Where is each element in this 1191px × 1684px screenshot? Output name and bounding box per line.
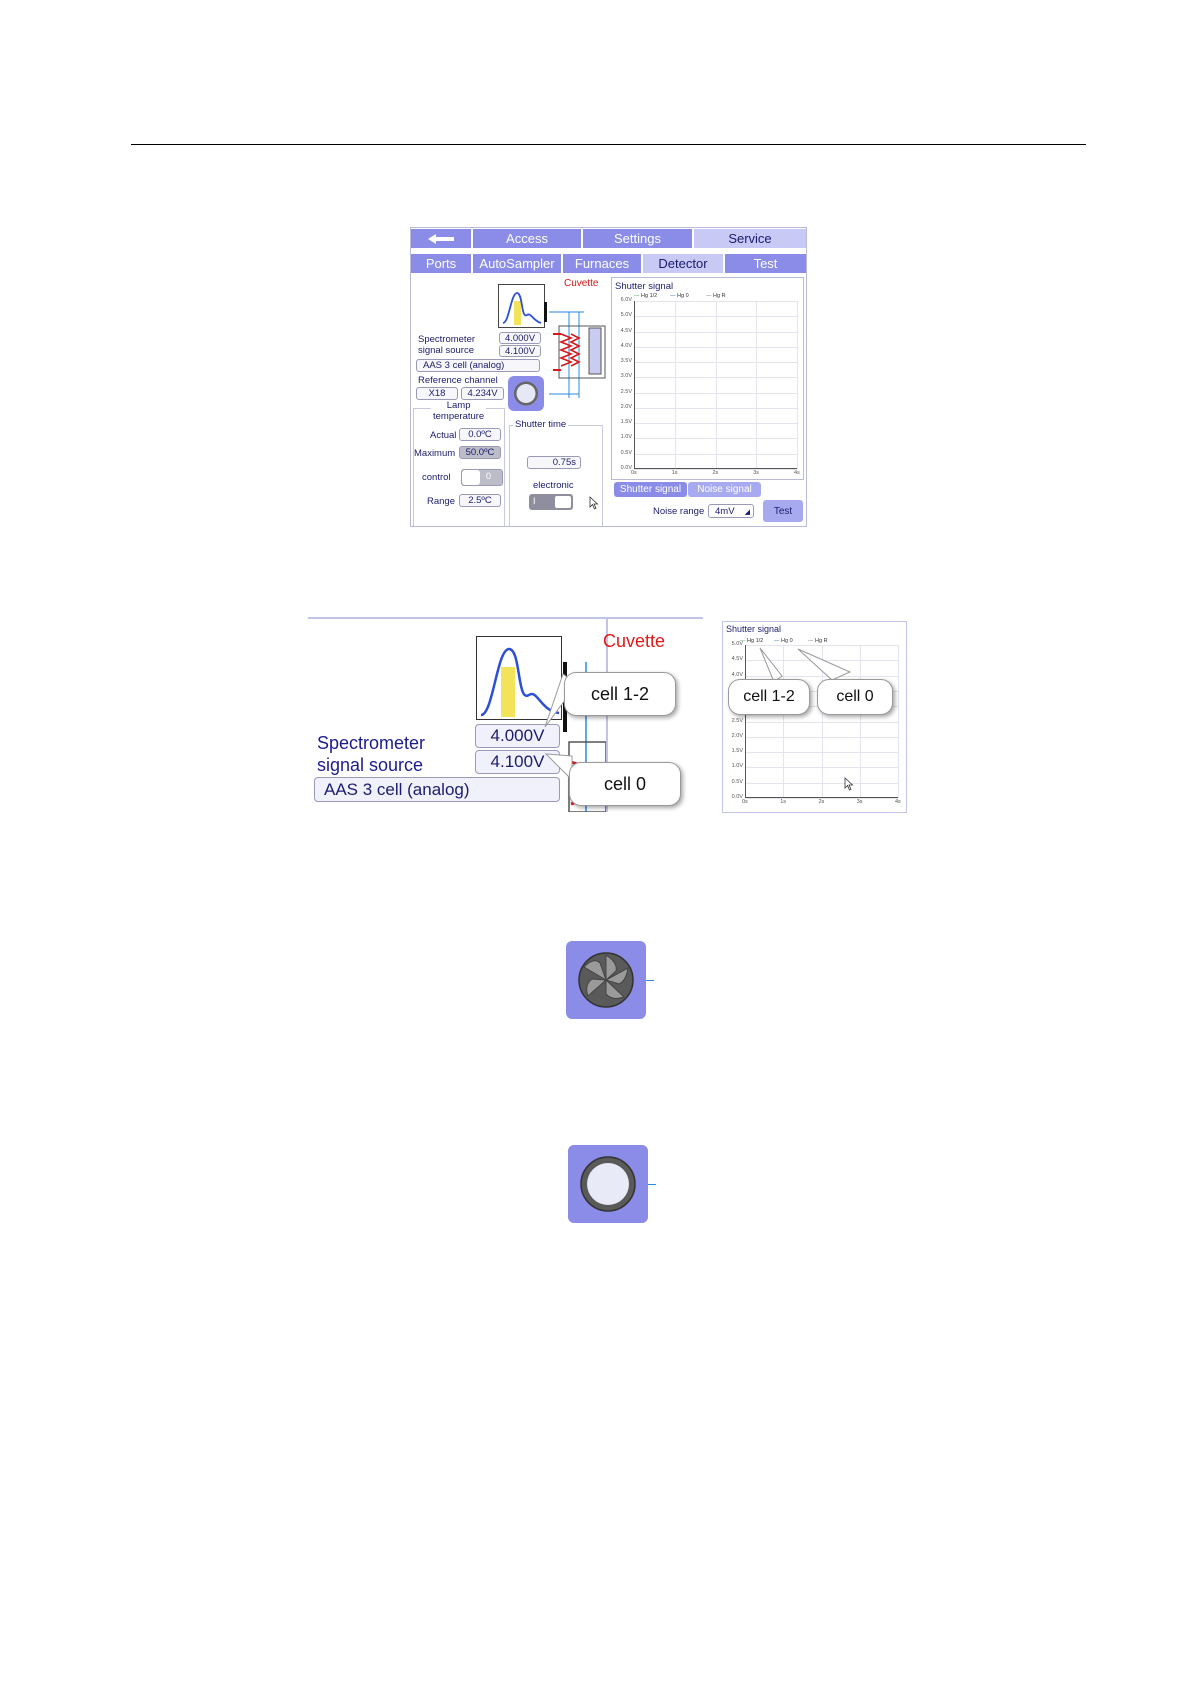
zoom-cuvette-label: Cuvette	[603, 631, 666, 651]
plot-axes	[634, 301, 797, 469]
test-button[interactable]: Test	[763, 500, 803, 522]
zoom-spectrometer-label: Spectrometer signal source	[317, 733, 426, 775]
electronic-toggle-value: I	[533, 496, 536, 506]
reference-channel-label: Reference channel	[418, 375, 498, 386]
noise-range-select[interactable]	[708, 504, 754, 518]
shutter-time-group	[509, 425, 603, 527]
zoom-voltage-cell-0: 4.100V	[475, 750, 560, 774]
reference-voltage-field: 4.234V	[461, 387, 504, 400]
x-tick-label: 2s	[818, 799, 825, 805]
maximum-temperature-field[interactable]: 50.0ºC	[459, 446, 501, 459]
legend-entry: — Hg 0	[774, 638, 793, 644]
actual-temperature-field: 0.0ºC	[459, 428, 501, 441]
subtab-autosampler[interactable]: AutoSampler	[473, 254, 563, 273]
y-tick-label: 1.5V	[731, 748, 743, 755]
x-tick-label: 2s	[712, 470, 719, 476]
y-tick-label: 4.5V	[731, 656, 743, 663]
control-toggle[interactable]	[461, 469, 503, 486]
subtab-test[interactable]: Test	[725, 254, 806, 273]
detector-screenshot	[410, 227, 807, 527]
zoom-cursor-icon	[844, 777, 854, 791]
y-tick-label: 0.5V	[620, 449, 632, 456]
grid-line-v	[898, 645, 899, 798]
zoom-callout-cell-0: cell 0	[817, 679, 893, 715]
control-label: control	[422, 472, 451, 483]
header-rule	[131, 144, 1086, 145]
spectrometer-label: Spectrometer signal source	[418, 334, 476, 356]
actual-label: Actual	[430, 430, 457, 441]
y-tick-label: 3.5V	[620, 358, 632, 365]
y-tick-label: 2.5V	[731, 717, 743, 724]
optical-path-diagram	[539, 298, 609, 412]
control-toggle-value: 0	[486, 471, 492, 481]
zoom-callout-cell-1-2: cell 1-2	[728, 679, 810, 715]
y-tick-label: 0.0V	[620, 465, 632, 471]
y-tick-label: 4.5V	[620, 327, 632, 334]
tab-service[interactable]: Service	[694, 229, 806, 248]
maximum-label: Maximum	[414, 448, 456, 459]
spectrum-icon[interactable]	[498, 284, 545, 328]
zoom-voltage-cell-1-2: 4.000V	[475, 724, 560, 748]
x-tick-label: 1s	[671, 470, 678, 476]
lamp-temperature-group	[413, 408, 505, 527]
y-tick-label: 3.0V	[620, 373, 632, 380]
chart-title: Shutter signal	[615, 281, 674, 292]
shutter-signal-chart	[611, 277, 804, 480]
tab-access[interactable]: Access	[473, 229, 583, 248]
noise-signal-button[interactable]: Noise signal	[688, 482, 761, 497]
shutter-time-title: Shutter time	[515, 419, 567, 430]
voltage-cell-1-2: 4.000V	[499, 332, 541, 344]
y-tick-label: 0.0V	[731, 794, 743, 800]
reference-channel-field[interactable]: X18	[416, 387, 458, 400]
zoom-signal-source: AAS 3 cell (analog)	[314, 777, 560, 802]
legend-entry: — Hg 0	[670, 293, 689, 299]
range-label: Range	[427, 496, 455, 507]
x-tick-label: 4s	[895, 799, 901, 805]
subtab-furnaces[interactable]: Furnaces	[563, 254, 643, 273]
y-tick-label: 6.0V	[620, 297, 632, 303]
callout-cell-0: cell 0	[569, 762, 681, 806]
noise-range-value: 4mV	[715, 505, 735, 517]
subtab-ports[interactable]: Ports	[411, 254, 473, 273]
x-tick-label: 3s	[753, 470, 760, 476]
range-field[interactable]: 2.5ºC	[459, 494, 501, 507]
x-tick-label: 0s	[742, 799, 748, 805]
legend-entry: — Hg R	[706, 293, 726, 299]
legend-entry: — Hg 1/2	[740, 638, 764, 644]
y-tick-label: 1.0V	[731, 763, 743, 770]
noise-range-label: Noise range	[653, 506, 705, 517]
y-tick-label: 2.0V	[731, 732, 743, 739]
y-tick-label: 5.0V	[620, 312, 632, 319]
y-tick-label: 2.0V	[620, 403, 632, 410]
x-tick-label: 3s	[856, 799, 863, 805]
y-tick-label: 1.5V	[620, 419, 632, 426]
shutter-open-icon	[568, 1145, 648, 1223]
zoom-right-chart	[722, 621, 907, 813]
x-tick-label: 0s	[631, 470, 637, 476]
voltage-cell-0: 4.100V	[499, 345, 541, 357]
shutter-closed-icon	[566, 941, 646, 1019]
callout-cell-1-2: cell 1-2	[564, 672, 676, 716]
dropdown-arrow-icon: ◢	[744, 509, 750, 516]
grid-line-v	[797, 301, 798, 469]
shutter-open-line	[648, 1184, 656, 1185]
back-button[interactable]	[411, 229, 473, 248]
zoom-chart-title: Shutter signal	[726, 624, 782, 634]
subtab-detector[interactable]: Detector	[643, 254, 725, 273]
y-tick-label: 0.5V	[731, 778, 743, 785]
cursor-icon	[589, 496, 599, 510]
arrow-left-icon	[426, 233, 456, 245]
electronic-label: electronic	[533, 480, 574, 491]
cuvette-label: Cuvette	[564, 278, 599, 289]
electronic-toggle[interactable]	[529, 494, 573, 510]
legend-entry: — Hg R	[808, 638, 828, 644]
y-tick-label: 1.0V	[620, 434, 632, 441]
shutter-closed-line	[646, 980, 654, 981]
y-tick-label: 5.0V	[731, 641, 743, 647]
shutter-signal-button[interactable]: Shutter signal	[614, 482, 687, 497]
zoom-divider	[308, 617, 703, 619]
signal-source-select[interactable]: AAS 3 cell (analog)	[416, 359, 540, 372]
shutter-time-field[interactable]: 0.75s	[527, 456, 581, 469]
tab-settings[interactable]: Settings	[583, 229, 694, 248]
zoom-left-panel	[308, 617, 703, 812]
y-tick-label: 4.0V	[620, 342, 632, 349]
x-tick-label: 4s	[794, 470, 800, 476]
lamp-temperature-title: Lamp temperature	[433, 400, 485, 422]
y-tick-label: 2.5V	[620, 388, 632, 395]
x-tick-label: 1s	[780, 799, 787, 805]
y-tick-label: 4.0V	[731, 671, 743, 678]
legend-entry: — Hg 1/2	[634, 293, 658, 299]
